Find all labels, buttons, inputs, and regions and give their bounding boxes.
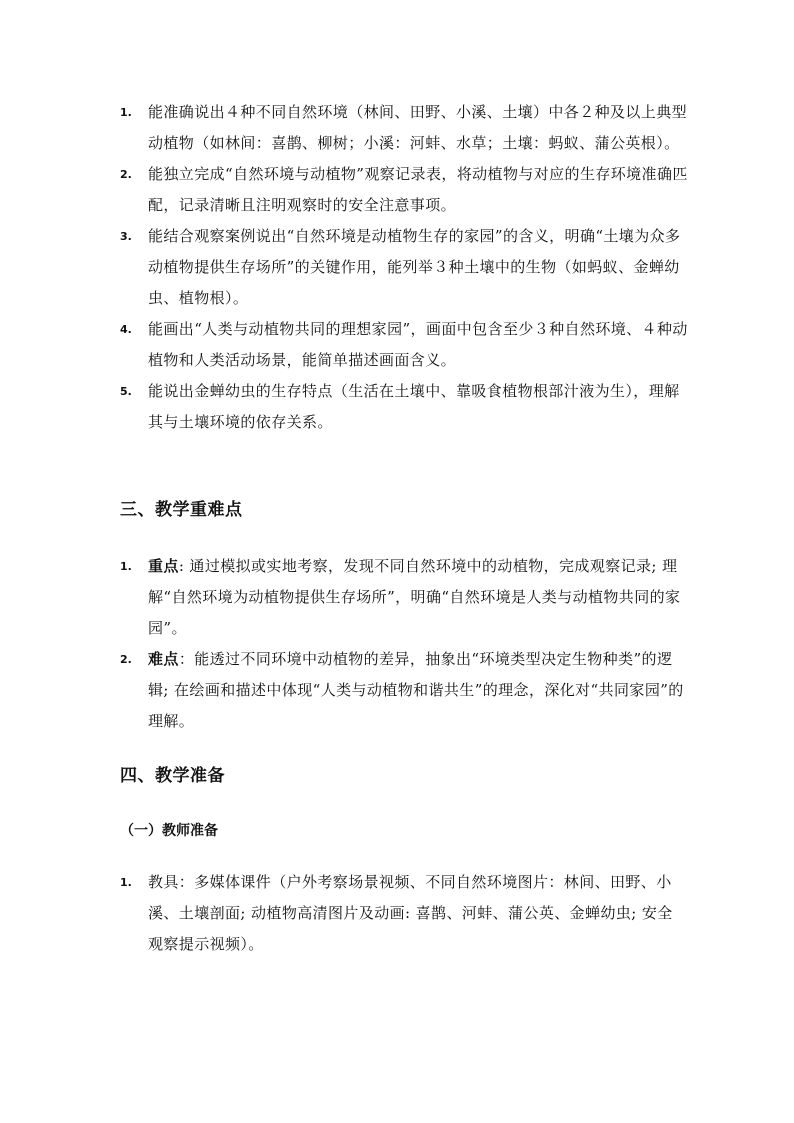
list-number: 2. [120,168,132,181]
list-item-text: 能画出“人类与动植物共同的理想家园”，画面中包含至少３种自然环境、４种动植物和人类活动场景，能简单描述画面含义。 [148,320,688,369]
list-item [0,221,794,314]
list-item-text [148,551,688,644]
key-point-label: 重点 [148,557,179,575]
list-number: 5. [120,385,132,398]
list-item-text: 能结合观察案例说出“自然环境是动植物生存的家园”的含义，明确“土壤为众多动植物提供生存场所”的关键作用，能列举３种土壤中的生物（如蚂蚁、金蝉幼虫、植物根）。 [148,227,681,307]
list-item [0,97,794,159]
list-number: 2. [120,653,132,666]
section-heading-preparation: 四、教学准备 [120,766,225,786]
difficulty-text: ：能透过不同环境中动植物的差异，抽象出“环境类型决定生物种类”的逻辑; 在绘画和描述中体现“人类与动植物和谐共生”的理念，深化对“共同家园”的理解。 [148,650,684,730]
key-points-list [0,551,794,737]
subheading-teacher-preparation: （一）教师准备 [120,823,218,839]
list-item-text [148,644,688,737]
list-item [0,867,794,960]
list-number: 3. [120,230,132,243]
list-item [0,314,794,376]
list-number: 1. [120,560,132,573]
list-item [0,644,794,737]
list-item-text: 能说出金蝉幼虫的生存特点（生活在土壤中、靠吸食植物根部汁液为生），理解其与土壤环境的依存关系。 [148,382,680,431]
list-item-text: 教具：多媒体课件（户外考察场景视频、不同自然环境图片：林间、田野、小溪、土壤剖面; 动植物高清图片及动画: 喜鹊、河蚌、蒲公英、金蝉幼虫; 安全观察提示视频）。 [148,873,673,953]
list-item-text: 能准确说出４种不同自然环境（林间、田野、小溪、土壤）中各２种及以上典型动植物（如林间：喜鹊、柳树；小溪：河蚌、水草；土壤：蚂蚁、蒲公英根）。 [148,103,688,152]
key-point-text: : 通过模拟或实地考察，发现不同自然环境中的动植物，完成观察记录; 理解“自然环境为动植物提供生存场所”，明确“自然环境是人类与动植物共同的家园”。 [148,557,681,637]
list-item [0,551,794,644]
list-number: 1. [120,106,132,119]
objectives-list [0,97,794,438]
list-number: 4. [120,323,132,336]
list-item-text: 能独立完成“自然环境与动植物”观察记录表，将动植物与对应的生存环境准确匹配，记录清晰且注明观察时的安全注意事项。 [148,165,688,214]
list-item [0,376,794,438]
list-number: 1. [120,876,132,889]
section-heading-key-points: 三、教学重难点 [120,500,243,520]
list-item [0,159,794,221]
difficulty-label: 难点 [148,650,179,668]
preparation-list [0,867,794,960]
